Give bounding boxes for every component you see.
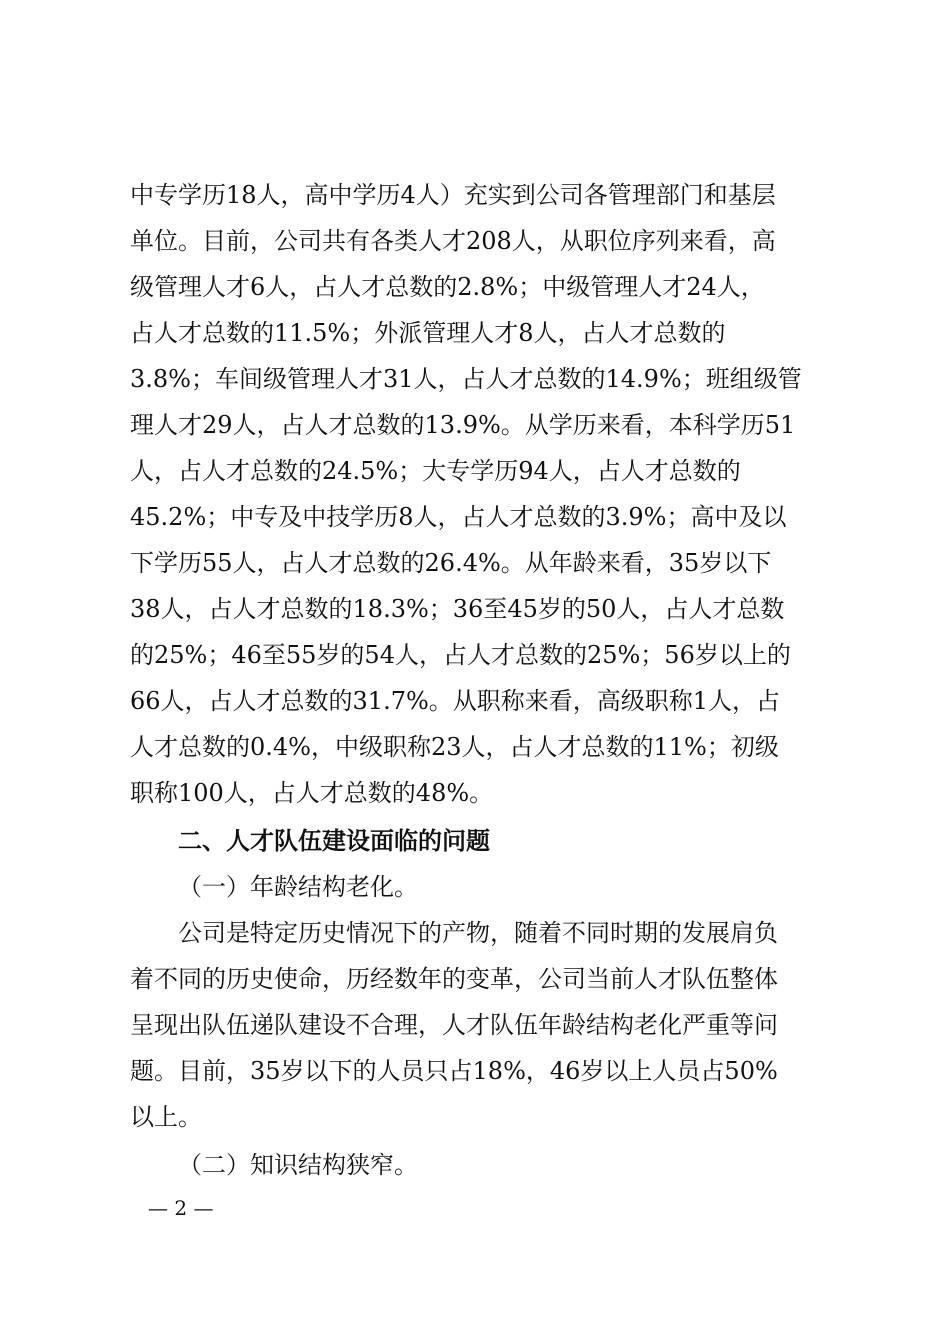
- paragraph-2-line-2: 着不同的历史使命，历经数年的变革，公司当前人才队伍整体: [130, 965, 778, 993]
- paragraph-1-line-3: 级管理人才6人，占人才总数的2.8%；中级管理人才24人，: [130, 273, 765, 301]
- paragraph-1-line-5: 3.8%；车间级管理人才31人，占人才总数的14.9%；班组级管: [130, 365, 802, 393]
- paragraph-1-line-11: 的25%；46至55岁的54人，占人才总数的25%；56岁以上的: [130, 641, 791, 669]
- paragraph-1-line-7: 人，占人才总数的24.5%；大专学历94人，占人才总数的: [130, 457, 741, 485]
- paragraph-2-line-5: 以上。: [130, 1103, 202, 1131]
- paragraph-1-line-1: 中专学历18人，高中学历4人）充实到公司各管理部门和基层: [130, 181, 776, 209]
- paragraph-1-line-6: 理人才29人，占人才总数的13.9%。从学历来看，本科学历51: [130, 411, 796, 439]
- paragraph-1-line-13: 人才总数的0.4%，中级职称23人，占人才总数的11%；初级: [130, 733, 779, 761]
- paragraph-1-line-10: 38人，占人才总数的18.3%；36至45岁的50人，占人才总数: [130, 595, 785, 623]
- subheading-age-structure: （一）年龄结构老化。: [178, 873, 418, 901]
- paragraph-1-line-4: 占人才总数的11.5%；外派管理人才8人，占人才总数的: [130, 319, 726, 347]
- paragraph-1-line-8: 45.2%；中专及中技学历8人，占人才总数的3.9%；高中及以: [130, 503, 787, 531]
- paragraph-2-line-4: 题。目前，35岁以下的人员只占18%，46岁以上人员占50%: [130, 1057, 778, 1085]
- paragraph-1-line-9: 下学历55人，占人才总数的26.4%。从年龄来看，35岁以下: [130, 549, 772, 577]
- paragraph-1-line-2: 单位。目前，公司共有各类人才208人，从职位序列来看，高: [130, 227, 776, 255]
- paragraph-2-line-1: 公司是特定历史情况下的产物，随着不同时期的发展肩负: [178, 919, 778, 947]
- paragraph-2-line-3: 呈现出队伍递队建设不合理，人才队伍年龄结构老化严重等问: [130, 1011, 778, 1039]
- paragraph-1-line-12: 66人，占人才总数的31.7%。从职称来看，高级职称1人，占: [130, 687, 781, 715]
- subheading-knowledge-structure: （二）知识结构狭窄。: [178, 1151, 418, 1179]
- page-number: — 2 —: [148, 1196, 214, 1220]
- section-2-heading: 二、人才队伍建设面临的问题: [178, 827, 490, 855]
- paragraph-1-line-14: 职称100人，占人才总数的48%。: [130, 779, 494, 807]
